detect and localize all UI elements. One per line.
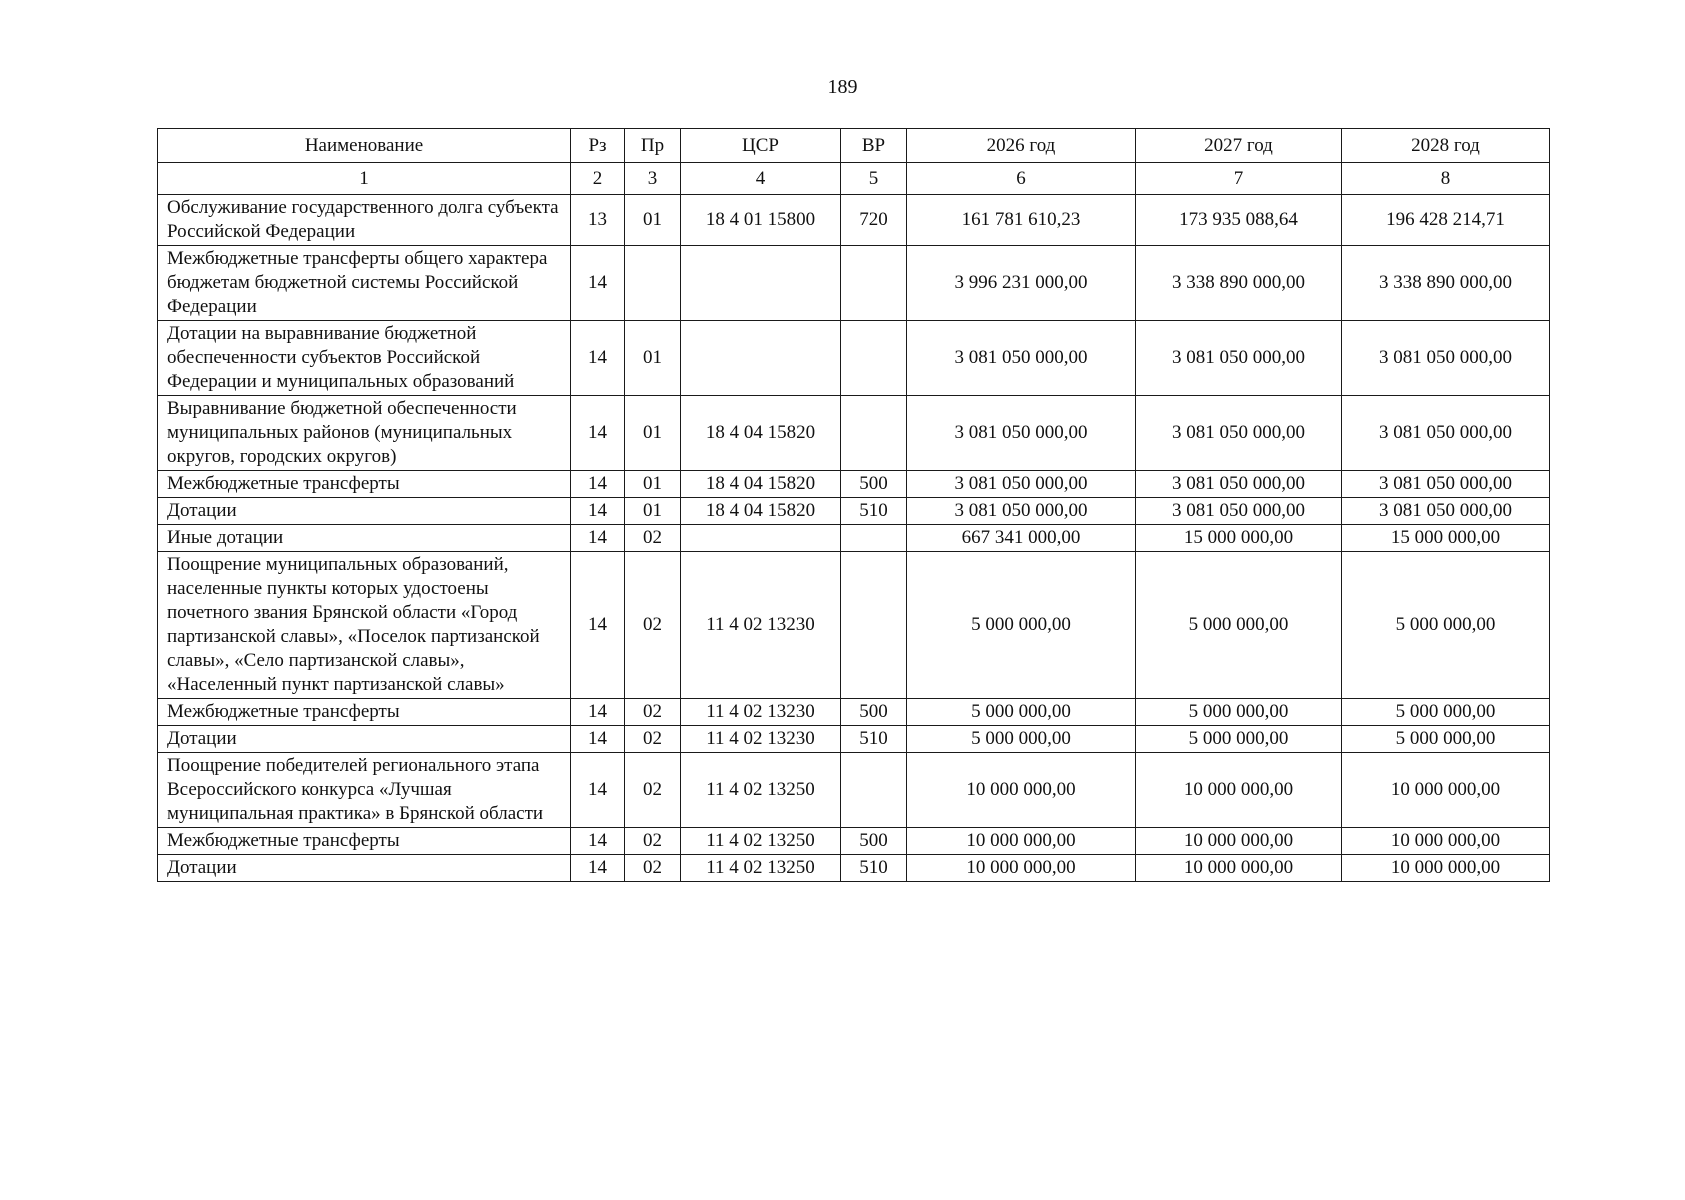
vr-cell: 720 [841,195,907,246]
amount-2027-cell: 5 000 000,00 [1136,699,1342,726]
table-row [158,246,1550,321]
vr-cell [841,525,907,552]
amount-2028-cell: 3 081 050 000,00 [1342,321,1550,396]
rz-cell: 14 [571,828,625,855]
csr-cell: 18 4 04 15820 [681,471,841,498]
csr-cell: 18 4 04 15820 [681,396,841,471]
rz-cell: 14 [571,321,625,396]
amount-2027-cell: 173 935 088,64 [1136,195,1342,246]
name-cell: Обслуживание государственного долга субъекта Российской Федерации [158,195,571,246]
column-number: 6 [907,163,1136,195]
csr-cell [681,321,841,396]
pr-cell: 02 [625,699,681,726]
amount-2026-cell: 10 000 000,00 [907,855,1136,882]
amount-2027-cell: 5 000 000,00 [1136,552,1342,699]
pr-cell: 01 [625,195,681,246]
table-row [158,855,1550,882]
csr-cell [681,246,841,321]
amount-2028-cell: 3 081 050 000,00 [1342,396,1550,471]
vr-cell [841,321,907,396]
amount-2028-cell: 10 000 000,00 [1342,855,1550,882]
pr-cell: 01 [625,396,681,471]
csr-cell: 11 4 02 13250 [681,828,841,855]
table-row [158,525,1550,552]
page-number: 189 [827,76,858,98]
table-row [158,552,1550,699]
pr-cell: 02 [625,855,681,882]
column-header-csr: ЦСР [681,129,841,163]
column-header-2028: 2028 год [1342,129,1550,163]
column-number: 8 [1342,163,1550,195]
rz-cell: 13 [571,195,625,246]
table-row [158,498,1550,525]
table-row [158,471,1550,498]
name-cell: Дотации на выравнивание бюджетной обеспеченности субъектов Российской Федерации и муниципальных образований [158,321,571,396]
amount-2026-cell: 3 081 050 000,00 [907,498,1136,525]
pr-cell: 02 [625,552,681,699]
amount-2026-cell: 5 000 000,00 [907,726,1136,753]
rz-cell: 14 [571,525,625,552]
amount-2028-cell: 5 000 000,00 [1342,552,1550,699]
rz-cell: 14 [571,471,625,498]
pr-cell [625,246,681,321]
column-number: 2 [571,163,625,195]
amount-2027-cell: 3 338 890 000,00 [1136,246,1342,321]
csr-cell: 18 4 04 15820 [681,498,841,525]
table-row [158,753,1550,828]
amount-2026-cell: 3 081 050 000,00 [907,321,1136,396]
csr-cell: 11 4 02 13230 [681,726,841,753]
table-row [158,321,1550,396]
name-cell: Межбюджетные трансферты [158,828,571,855]
amount-2027-cell: 3 081 050 000,00 [1136,396,1342,471]
vr-cell [841,396,907,471]
header-row [158,129,1550,163]
pr-cell: 02 [625,753,681,828]
table-row [158,396,1550,471]
amount-2026-cell: 667 341 000,00 [907,525,1136,552]
amount-2026-cell: 3 081 050 000,00 [907,396,1136,471]
vr-cell: 500 [841,699,907,726]
pr-cell: 02 [625,525,681,552]
rz-cell: 14 [571,396,625,471]
csr-cell [681,525,841,552]
name-cell: Межбюджетные трансферты общего характера бюджетам бюджетной системы Российской Федерации [158,246,571,321]
table-row [158,828,1550,855]
name-cell: Дотации [158,855,571,882]
rz-cell: 14 [571,726,625,753]
name-cell: Поощрение победителей регионального этапа Всероссийского конкурса «Лучшая муниципальная практика» в Брянской области [158,753,571,828]
vr-cell: 500 [841,828,907,855]
amount-2028-cell: 196 428 214,71 [1342,195,1550,246]
column-number: 5 [841,163,907,195]
column-header-vr: ВР [841,129,907,163]
rz-cell: 14 [571,753,625,828]
csr-cell: 18 4 01 15800 [681,195,841,246]
table-row [158,699,1550,726]
amount-2028-cell: 3 081 050 000,00 [1342,498,1550,525]
amount-2027-cell: 5 000 000,00 [1136,726,1342,753]
amount-2028-cell: 10 000 000,00 [1342,753,1550,828]
name-cell: Межбюджетные трансферты [158,471,571,498]
vr-cell: 510 [841,498,907,525]
column-header-name: Наименование [158,129,571,163]
csr-cell: 11 4 02 13230 [681,552,841,699]
amount-2026-cell: 10 000 000,00 [907,828,1136,855]
column-number: 1 [158,163,571,195]
amount-2026-cell: 5 000 000,00 [907,552,1136,699]
amount-2028-cell: 10 000 000,00 [1342,828,1550,855]
amount-2026-cell: 3 996 231 000,00 [907,246,1136,321]
vr-cell [841,246,907,321]
column-header-rz: Рз [571,129,625,163]
amount-2028-cell: 15 000 000,00 [1342,525,1550,552]
csr-cell: 11 4 02 13230 [681,699,841,726]
column-number: 7 [1136,163,1342,195]
table-row [158,195,1550,246]
amount-2028-cell: 3 338 890 000,00 [1342,246,1550,321]
rz-cell: 14 [571,246,625,321]
vr-cell: 510 [841,726,907,753]
column-header-2027: 2027 год [1136,129,1342,163]
amount-2027-cell: 3 081 050 000,00 [1136,498,1342,525]
amount-2027-cell: 15 000 000,00 [1136,525,1342,552]
amount-2027-cell: 10 000 000,00 [1136,753,1342,828]
pr-cell: 01 [625,321,681,396]
csr-cell: 11 4 02 13250 [681,855,841,882]
amount-2027-cell: 10 000 000,00 [1136,828,1342,855]
csr-cell: 11 4 02 13250 [681,753,841,828]
rz-cell: 14 [571,855,625,882]
pr-cell: 01 [625,471,681,498]
rz-cell: 14 [571,552,625,699]
pr-cell: 01 [625,498,681,525]
rz-cell: 14 [571,498,625,525]
vr-cell [841,753,907,828]
amount-2026-cell: 10 000 000,00 [907,753,1136,828]
column-number: 3 [625,163,681,195]
column-header-pr: Пр [625,129,681,163]
amount-2026-cell: 3 081 050 000,00 [907,471,1136,498]
name-cell: Иные дотации [158,525,571,552]
vr-cell: 500 [841,471,907,498]
table-row [158,726,1550,753]
name-cell: Дотации [158,498,571,525]
amount-2028-cell: 3 081 050 000,00 [1342,471,1550,498]
amount-2026-cell: 5 000 000,00 [907,699,1136,726]
column-header-2026: 2026 год [907,129,1136,163]
vr-cell: 510 [841,855,907,882]
vr-cell [841,552,907,699]
amount-2026-cell: 161 781 610,23 [907,195,1136,246]
column-number-row [158,163,1550,195]
name-cell: Дотации [158,726,571,753]
name-cell: Поощрение муниципальных образований, населенные пункты которых удостоены почетного звания Брянской области «Город партизанской славы», «Поселок партизанской славы», «Село партизанской славы», «Населенный пункт партизанской славы» [158,552,571,699]
amount-2027-cell: 10 000 000,00 [1136,855,1342,882]
amount-2027-cell: 3 081 050 000,00 [1136,321,1342,396]
name-cell: Межбюджетные трансферты [158,699,571,726]
pr-cell: 02 [625,726,681,753]
rz-cell: 14 [571,699,625,726]
amount-2028-cell: 5 000 000,00 [1342,699,1550,726]
column-number: 4 [681,163,841,195]
budget-table [157,128,1550,882]
pr-cell: 02 [625,828,681,855]
name-cell: Выравнивание бюджетной обеспеченности муниципальных районов (муниципальных округов, городских округов) [158,396,571,471]
amount-2027-cell: 3 081 050 000,00 [1136,471,1342,498]
amount-2028-cell: 5 000 000,00 [1342,726,1550,753]
